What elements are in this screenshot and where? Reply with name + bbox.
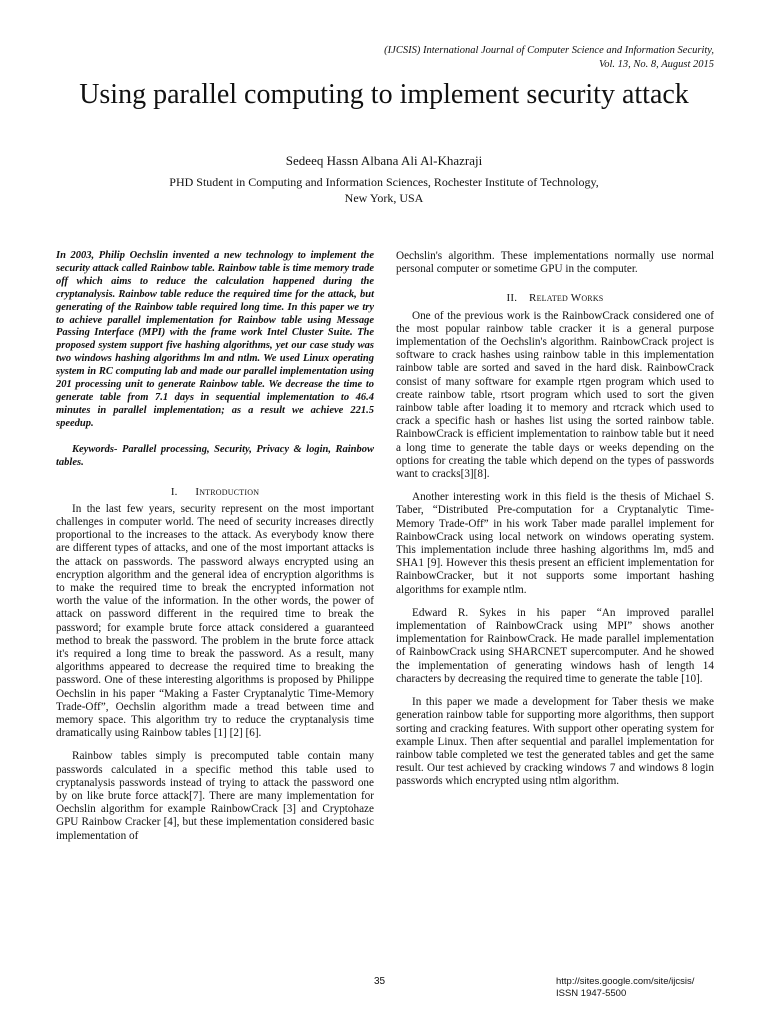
journal-url[interactable]: http://sites.google.com/site/ijcsis/: [556, 976, 695, 987]
affiliation-line-2: New York, USA: [344, 191, 424, 205]
page-number: 35: [374, 976, 386, 987]
footer-info: [556, 976, 694, 1000]
intro-paragraph-2: Rainbow tables simply is precomputed table contain many passwords calculated in a specific method this table used to cryptanalysis passwords instead of trying to attack the password one by on like brute force attack[7]. There are many implementation for Oechslin algorithm for example RainbowCrack [3] and Cryptohaze GPU Rainbow Cracker [4], but these implementation considered basic implementation of: [56, 750, 374, 842]
section-number: I.: [170, 485, 178, 498]
section-heading-introduction: [56, 486, 374, 499]
left-column: [56, 250, 374, 843]
section-heading-related-works: [396, 292, 714, 305]
abstract: In 2003, Philip Oechslin invented a new technology to implement the security attack called Rainbow table. Rainbow table is time memory trade off which aims to reduce the calculation happened during the cryptanalysis. Rainbow table reduce the required time for the attack, but generating of the Rainbow table required long time. In this paper we try to achieve parallel implementation for Rainbow table using Message Passing Interface (MPI) with the frame work Intel Cluster Suite. The proposed system support five hashing algorithms, yet our case study was two windows hashing algorithms lm and ntlm. We used Linux operating system in RC computing lab and made our parallel implementation using 201 processing unit to generate Rainbow table. We decrease the time to generate table from 7.1 days in sequential implementation to 46.4 minutes in parallel implementation; as a result we achieve 221.5 speedup.: [56, 250, 374, 429]
affiliation-line-1: PHD Student in Computing and Information Sciences, Rochester Institute of Technology,: [169, 175, 599, 189]
journal-volume: Vol. 13, No. 8, August 2015: [598, 59, 714, 70]
section-title: Related Works: [529, 292, 604, 305]
author-names: Sedeeq Hassn Albana Ali Al-Khazraji: [285, 153, 483, 168]
related-paragraph-4: In this paper we made a development for Taber thesis we make generation rainbow table for supporting more algorithms, then support sorting and cracking features. With support other operating system for example Linux. Then after sequential and parallel implementation for rainbow table completed we test the generated tables and get the same result. Our test achieved by cracking windows 7 and windows 8 login passwords which encrypted using ntlm algorithm.: [396, 696, 714, 788]
continued-paragraph: Oechslin's algorithm. These implementations normally use normal personal computer or sometime GPU in the computer.: [396, 250, 714, 276]
section-title: Introduction: [195, 485, 260, 498]
intro-paragraph-1: In the last few years, security represent on the most important challenges in computer world. The need of security increases directly proportional to the increases to the attack. As everybody know there are different types of attacks, and one of the most important attacks is the attack on passwords. The password always encrypted using an encryption algorithm and the general idea of encryption algorithms is to make the required time to break the encrypted information not worth the value of the information. In the other words, the power of attack on password different in the required time to break the password; for example brute force attack considered a guaranteed method to break the password. The problem in the brute force attack it's required a long time to break the password. As a result, many algorithms appeared to decrease the required time to breaking the password. One of these interesting algorithms is proposed by Philippe Oechslin in his paper “Making a Faster Cryptanalytic Time-Memory Trade-Off”, Oechslin algorithm made a tread between time and memory space. This algorithm try to reduce the cryptanalysis time dramatically using Rainbow tables [1] [2] [6].: [56, 502, 374, 740]
related-paragraph-2: Another interesting work in this field is the thesis of Michael S. Taber, “Distributed Pre-computation for a Cryptanalytic Time-Memory Trade-Off” in his work Taber made parallel implement for RainbowCrack using local network on windows operating system. This implementation include three hashing algorithms lm, md5 and SHA1 [9]. However this thesis present an efficient implementation for RainbowCracker, but it not supports some important hashing algorithms for example ntlm.: [396, 491, 714, 596]
related-paragraph-3: Edward R. Sykes in his paper “An improved parallel implementation of RainbowCrack using MPI” shows another implementation for RainbowCrack. He made parallel implementation of RainbowCrack using SHARCNET supercomputer. And he showed the implementation of generating windows hash of length 14 characters by decreasing the required time to generate the table [10].: [396, 606, 714, 685]
related-paragraph-1: One of the previous work is the RainbowCrack considered one of the most popular rainbow table cracker it is a general purpose implementation of the Oechslin's algorithm. RainbowCrack project is software to crack hashes using rainbow table in this implementation rainbow table are sorted and saved in the hard disk. RainbowCrack consist of many software for example rtgen program which used to create rainbow table, rtsort program which used to sort the given rainbow table after loading it to memory and rtcrack which used to crack a specific hash or hashes list using the sorted rainbow table. RainbowCrack is efficient implementation to rainbow table but it need a long time to generate the table days or weeks depending on the options for creating the table which depend on the types of passwords want to cracks[3][8].: [396, 309, 714, 481]
paper-title: Using parallel computing to implement security attack: [79, 79, 689, 110]
journal-header: [384, 44, 714, 72]
right-column: [396, 250, 714, 789]
issn: ISSN 1947-5500: [556, 988, 627, 999]
author-affiliation: [120, 174, 648, 206]
journal-name: (IJCSIS) International Journal of Computer Science and Information Security,: [384, 45, 714, 56]
section-number: II.: [506, 292, 518, 305]
keywords: Keywords- Parallel processing, Security, Privacy & login, Rainbow tables.: [56, 443, 374, 468]
